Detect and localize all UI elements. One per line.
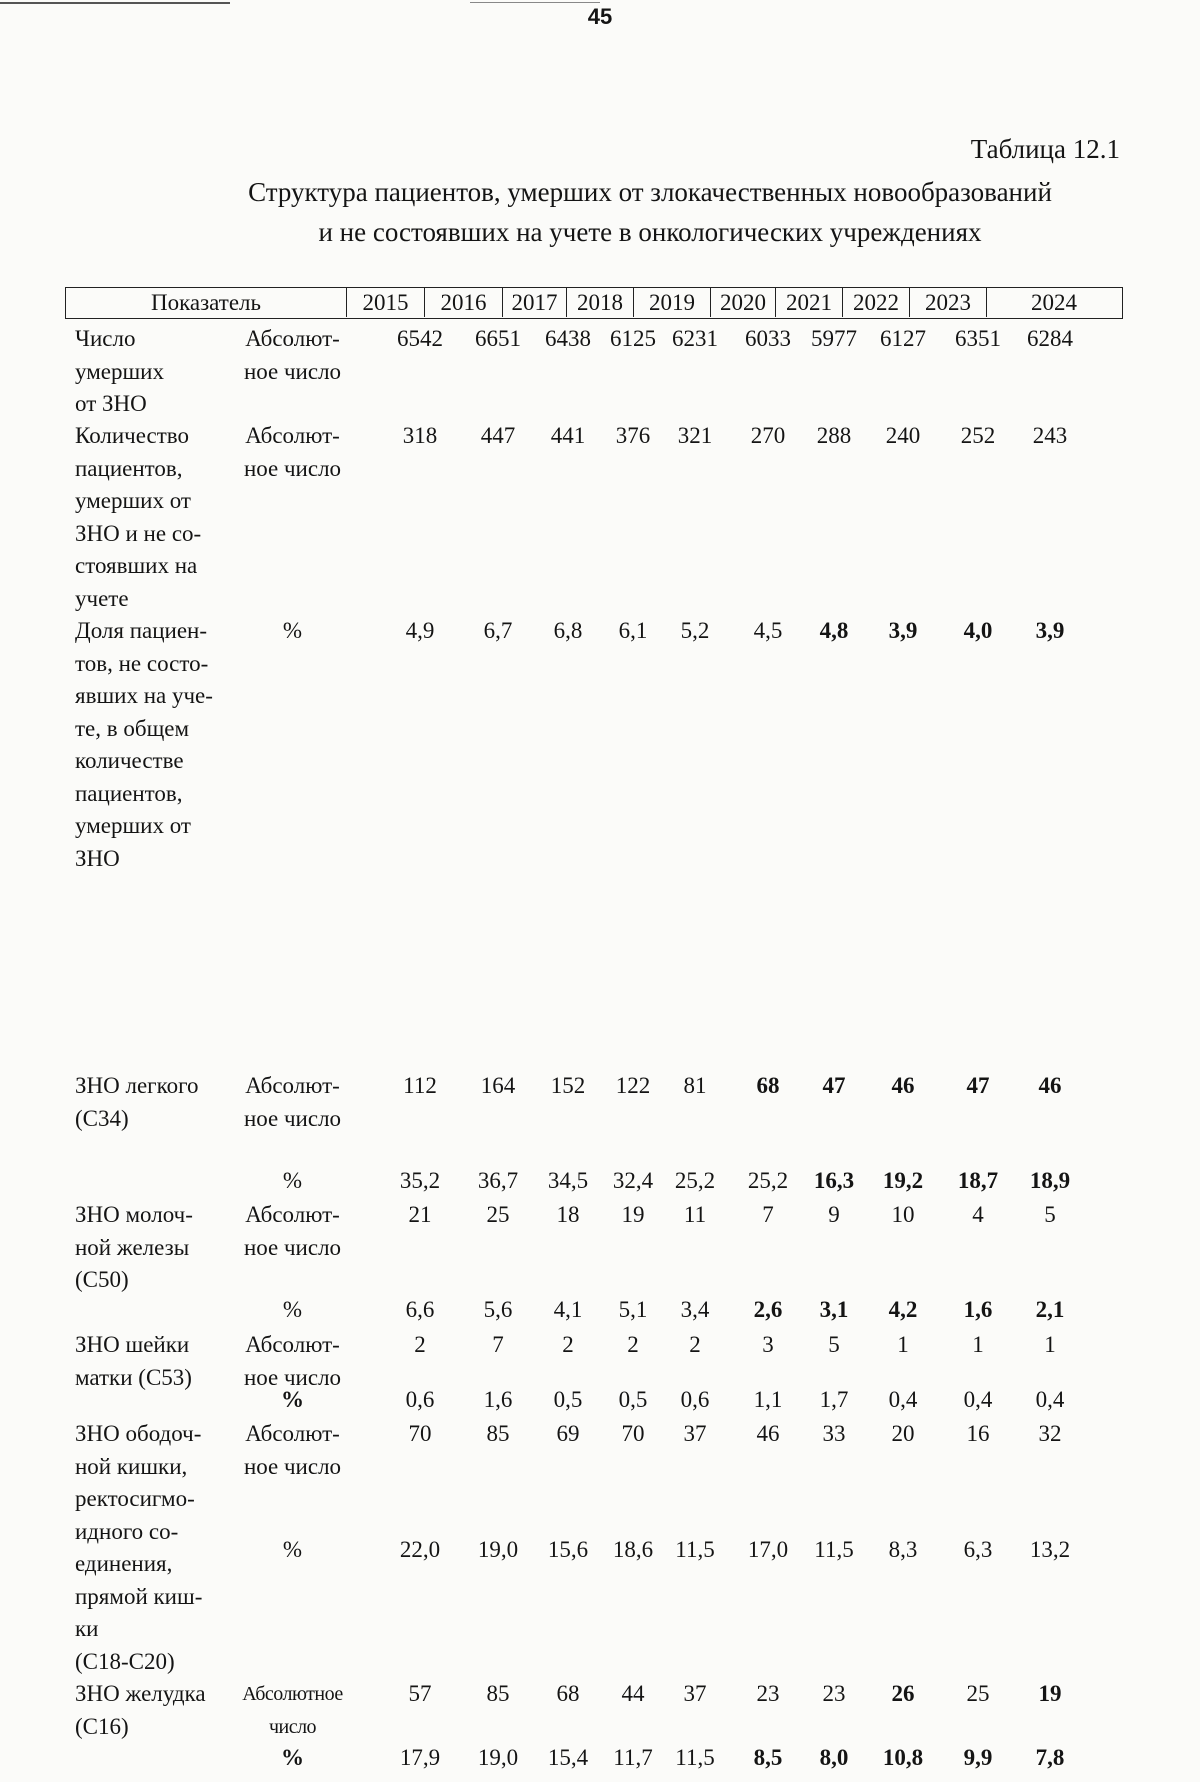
value-cell: 11,5 (814, 1537, 854, 1562)
row-unit: Абсолют- ное число (243, 1332, 342, 1390)
value-cell: 18,9 (1029, 1168, 1071, 1193)
header-year: 2015 (362, 290, 409, 315)
value-cell: 36,7 (477, 1168, 519, 1193)
value-cell: 1 (972, 1332, 984, 1357)
value-cell: 16 (966, 1421, 990, 1446)
value-cell: 11,7 (613, 1745, 653, 1770)
row-unit: % (282, 1537, 303, 1562)
value-cell: 1,7 (819, 1387, 849, 1412)
table-row (65, 1165, 1123, 1199)
value-cell: 1 (897, 1332, 909, 1357)
row-unit: % (281, 1745, 304, 1770)
row-label: ЗНО ободоч- ной кишки, ректосигмо- идного со- единения, прямой киш- ки (С18-С20) (75, 1421, 203, 1674)
value-cell: 32,4 (612, 1168, 654, 1193)
value-cell: 447 (480, 423, 516, 448)
table-title (150, 172, 1150, 252)
row-unit: % (281, 1387, 304, 1412)
table-row (65, 1329, 1123, 1390)
value-cell: 37 (683, 1681, 707, 1706)
value-cell: 4,1 (553, 1297, 583, 1322)
table-row (65, 1384, 1123, 1418)
value-cell: 6351 (955, 326, 1001, 351)
value-cell: 70 (408, 1421, 432, 1446)
row-label: ЗНО молоч- ной железы (С50) (75, 1202, 193, 1292)
row-unit: Абсолют- ное число (243, 1421, 342, 1479)
table-label: Таблица 12.1 (970, 134, 1120, 164)
value-cell: 164 (480, 1073, 516, 1098)
value-cell: 85 (486, 1681, 510, 1706)
value-cell: 1,6 (963, 1297, 993, 1322)
value-cell: 4,5 (753, 618, 783, 643)
value-cell: 8,3 (888, 1537, 918, 1562)
value-cell: 34,5 (547, 1168, 589, 1193)
value-cell: 23 (822, 1681, 846, 1706)
value-cell: 19,2 (882, 1168, 924, 1193)
value-cell: 15,4 (547, 1745, 589, 1770)
value-cell: 25,2 (674, 1168, 716, 1193)
value-cell: 0,4 (963, 1387, 993, 1412)
value-cell: 3,4 (680, 1297, 710, 1322)
value-cell: 46 (756, 1421, 780, 1446)
value-cell: 17,9 (399, 1745, 441, 1770)
value-cell: 0,4 (888, 1387, 918, 1412)
value-cell: 288 (816, 423, 852, 448)
value-cell: 15,6 (547, 1537, 589, 1562)
header-year: 2022 (853, 290, 899, 315)
header-year: 2024 (1031, 290, 1077, 315)
header-year: 2021 (786, 290, 832, 315)
value-cell: 6,7 (483, 618, 513, 643)
table-header (65, 287, 1123, 319)
table-row (65, 323, 1123, 418)
table-title-line-1: Структура пациентов, умерших от злокачественных новообразований (248, 177, 1052, 207)
value-cell: 7 (492, 1332, 504, 1357)
header-year: 2017 (511, 290, 558, 315)
value-cell: 46 (1038, 1073, 1062, 1098)
value-cell: 270 (750, 423, 786, 448)
page-number: 45 (587, 4, 613, 29)
value-cell: 13,2 (1029, 1537, 1071, 1562)
value-cell: 44 (621, 1681, 645, 1706)
value-cell: 240 (885, 423, 921, 448)
value-cell: 4,8 (819, 618, 849, 643)
row-unit: % (282, 1168, 303, 1193)
value-cell: 4,2 (888, 1297, 918, 1322)
value-cell: 19,0 (477, 1537, 519, 1562)
value-cell: 243 (1032, 423, 1068, 448)
row-unit: % (282, 618, 303, 643)
value-cell: 5977 (811, 326, 857, 351)
value-cell: 7,8 (1035, 1745, 1065, 1770)
header-year: 2018 (577, 290, 623, 315)
value-cell: 2,6 (753, 1297, 783, 1322)
value-cell: 37 (683, 1421, 707, 1446)
value-cell: 47 (822, 1073, 846, 1098)
value-cell: 5,6 (483, 1297, 513, 1322)
value-cell: 7 (762, 1202, 774, 1227)
value-cell: 3,1 (819, 1297, 849, 1322)
value-cell: 0,4 (1035, 1387, 1065, 1412)
header-year: 2019 (649, 290, 695, 315)
table-row (65, 615, 1123, 1070)
header-year: 2020 (720, 290, 766, 315)
value-cell: 2 (562, 1332, 574, 1357)
value-cell: 20 (891, 1421, 915, 1446)
value-cell: 25 (486, 1202, 510, 1227)
mortality-table (65, 287, 1123, 1770)
row-label: ЗНО желудка (С16) (75, 1681, 206, 1739)
value-cell: 1,6 (483, 1387, 513, 1412)
table-row (65, 1199, 1123, 1294)
value-cell: 6284 (1027, 326, 1073, 351)
value-cell: 6438 (545, 326, 591, 351)
value-cell: 6127 (880, 326, 926, 351)
table-row (65, 1294, 1123, 1329)
value-cell: 70 (621, 1421, 645, 1446)
value-cell: 6033 (745, 326, 791, 351)
value-cell: 318 (402, 423, 438, 448)
value-cell: 19,0 (477, 1745, 519, 1770)
value-cell: 441 (550, 423, 586, 448)
value-cell: 4 (972, 1202, 984, 1227)
value-cell: 5 (1044, 1202, 1056, 1227)
value-cell: 6,3 (963, 1537, 993, 1562)
value-cell: 0,5 (618, 1387, 648, 1412)
header-year: 2016 (440, 290, 487, 315)
value-cell: 47 (966, 1073, 990, 1098)
value-cell: 3,9 (1035, 618, 1065, 643)
row-label: Доля пациен- тов, не состо- явших на уче- те, в общем количестве пациентов, умерших от ЗНО (75, 618, 213, 871)
value-cell: 0,6 (680, 1387, 710, 1412)
value-cell: 9 (828, 1202, 840, 1227)
value-cell: 11,5 (675, 1745, 715, 1770)
value-cell: 3,9 (888, 618, 918, 643)
table-row (65, 1070, 1123, 1165)
value-cell: 0,5 (553, 1387, 583, 1412)
value-cell: 19 (621, 1202, 645, 1227)
value-cell: 11,5 (675, 1537, 715, 1562)
table-title-line-2: и не состоявших на учете в онкологических учреждениях (318, 217, 982, 247)
row-label: Количество пациентов, умерших от ЗНО и не со- стоявших на учете (75, 423, 202, 611)
value-cell: 152 (550, 1073, 586, 1098)
value-cell: 1,1 (753, 1387, 783, 1412)
row-label: Число умерших от ЗНО (75, 326, 164, 416)
header-year: 2023 (925, 290, 971, 315)
value-cell: 57 (408, 1681, 432, 1706)
value-cell: 3 (762, 1332, 774, 1357)
value-cell: 112 (403, 1073, 437, 1098)
value-cell: 8,0 (819, 1745, 849, 1770)
value-cell: 10 (891, 1202, 915, 1227)
value-cell: 8,5 (753, 1745, 783, 1770)
value-cell: 21 (408, 1202, 432, 1227)
value-cell: 252 (960, 423, 996, 448)
value-cell: 26 (891, 1681, 915, 1706)
value-cell: 5,1 (618, 1297, 648, 1322)
value-cell: 68 (556, 1681, 580, 1706)
value-cell: 11 (683, 1202, 707, 1227)
row-unit: Абсолют- ное число (243, 1202, 342, 1260)
row-label: ЗНО легкого (С34) (75, 1073, 199, 1131)
value-cell: 2,1 (1035, 1297, 1065, 1322)
value-cell: 6,6 (405, 1297, 435, 1322)
value-cell: 1 (1044, 1332, 1056, 1357)
value-cell: 18,6 (612, 1537, 654, 1562)
value-cell: 2 (689, 1332, 701, 1357)
value-cell: 33 (822, 1421, 846, 1446)
value-cell: 6125 (610, 326, 656, 351)
value-cell: 18 (556, 1202, 580, 1227)
row-unit: Абсолютное число (242, 1683, 343, 1738)
table-row (65, 1534, 1123, 1678)
value-cell: 25 (966, 1681, 990, 1706)
value-cell: 68 (756, 1073, 780, 1098)
value-cell: 69 (556, 1421, 580, 1446)
header-indicator: Показатель (150, 290, 262, 315)
value-cell: 376 (615, 423, 651, 448)
value-cell: 6231 (672, 326, 718, 351)
value-cell: 22,0 (399, 1537, 441, 1562)
value-cell: 6,8 (553, 618, 583, 643)
value-cell: 4,0 (963, 618, 993, 643)
value-cell: 2 (414, 1332, 426, 1357)
row-unit: Абсолют- ное число (243, 326, 342, 384)
row-unit: Абсолют- ное число (243, 1073, 342, 1131)
value-cell: 4,9 (405, 618, 435, 643)
table-row (65, 420, 1123, 615)
value-cell: 321 (677, 423, 713, 448)
value-cell: 16,3 (813, 1168, 855, 1193)
value-cell: 23 (756, 1681, 780, 1706)
row-unit: % (282, 1297, 303, 1322)
value-cell: 19 (1038, 1681, 1062, 1706)
table-row (65, 1678, 1123, 1742)
table-row (65, 1742, 1123, 1782)
value-cell: 46 (891, 1073, 915, 1098)
value-cell: 0,6 (405, 1387, 435, 1412)
value-cell: 6651 (475, 326, 521, 351)
value-cell: 32 (1038, 1421, 1062, 1446)
value-cell: 122 (615, 1073, 651, 1098)
row-unit: Абсолют- ное число (243, 423, 342, 481)
value-cell: 25,2 (747, 1168, 789, 1193)
value-cell: 6542 (397, 326, 443, 351)
value-cell: 35,2 (399, 1168, 441, 1193)
value-cell: 17,0 (747, 1537, 789, 1562)
value-cell: 85 (486, 1421, 510, 1446)
row-label: ЗНО шейки матки (С53) (75, 1332, 192, 1390)
value-cell: 10,8 (882, 1745, 924, 1770)
value-cell: 9,9 (963, 1745, 993, 1770)
value-cell: 5 (828, 1332, 840, 1357)
value-cell: 5,2 (680, 618, 710, 643)
value-cell: 6,1 (618, 618, 648, 643)
top-rule-fragment (470, 2, 600, 3)
value-cell: 2 (627, 1332, 639, 1357)
value-cell: 81 (683, 1073, 707, 1098)
value-cell: 18,7 (957, 1168, 999, 1193)
